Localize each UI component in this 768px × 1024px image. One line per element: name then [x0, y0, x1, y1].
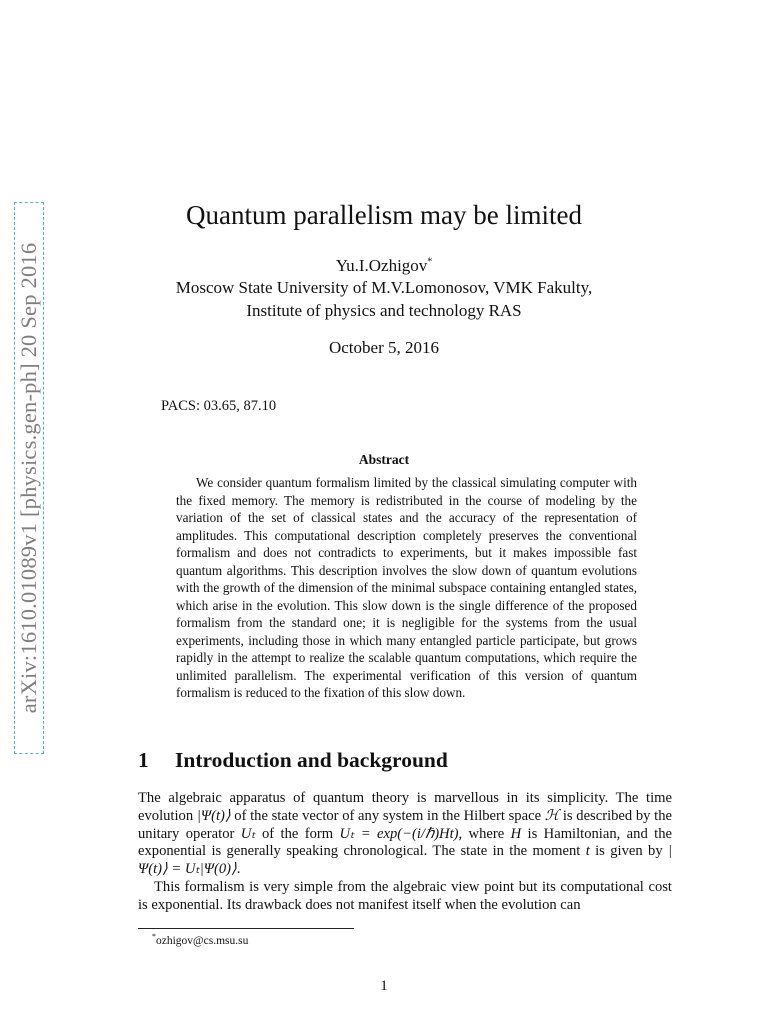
affiliation-line-2: Institute of physics and technology RAS	[246, 301, 522, 320]
author-footnote-mark: *	[427, 256, 433, 268]
para1-text-6: is Hamiltonian, and the exponential is generally speaking chronological. The state in the moment	[138, 825, 672, 860]
evolution-formula: Uₜ = exp(−(i/ℏ)Ht)	[339, 825, 459, 842]
state-equation: |Ψ(t)⟩ = Uₜ|Ψ(0)⟩	[138, 843, 672, 878]
para1-text-1: The algebraic apparatus of quantum theory is marvellous in its simplicity. The time evolution	[138, 790, 672, 824]
pacs-codes: PACS: 03.65, 87.10	[161, 398, 277, 414]
affiliation-line-1: Moscow State University of M.V.Lomonosov, VMK Fakulty,	[175, 278, 593, 297]
para1-text-2: of the state vector of any system in the Hilbert space	[230, 807, 545, 824]
paragraph-1	[138, 790, 672, 879]
abstract-heading: Abstract	[358, 452, 410, 467]
abstract-text: We consider quantum formalism limited by the classical simulating computer with the fixed memory. The memory is redistributed in the course of modeling by the variation of the set of classical states and the accuracy of the representation of amplitudes. This computational description completely preserves the conventional formalism and does not contradicts to experiments, but it makes impossible fast quantum algorithms. This description involves the slow down of quantum evolutions with the growth of the dimension of the minimal subspace containing entangled states, which arise in the evolution. This slow down is the single difference of the proposed formalism from the standard one; it is negligible for the systems from the usual experiments, including those in which many entangled particle participate, but grows rapidly in the attempt to realize the scalable quantum computations, which require the unlimited parallelism. The experimental verification of this version of quantum formalism is reduced to the fixation of this slow down.	[176, 475, 637, 700]
footnote	[152, 932, 248, 947]
paper-title: Quantum parallelism may be limited	[186, 200, 582, 230]
paper-date: October 5, 2016	[328, 338, 439, 357]
arxiv-stamp: arXiv:1610.01089v1 [physics.gen-ph] 20 Sep 2016	[16, 242, 41, 714]
para1-text-8: .	[236, 861, 241, 878]
author-line	[0, 256, 768, 276]
body-text	[138, 790, 672, 915]
hilbert-space-symbol: ℋ	[544, 807, 560, 824]
footnote-rule	[138, 928, 354, 929]
hamiltonian-symbol: H	[510, 825, 522, 842]
footnote-email: ozhigov@cs.msu.su	[156, 934, 249, 947]
section-heading	[138, 748, 448, 773]
section-number: 1	[138, 748, 149, 772]
para1-text-5: , where	[458, 825, 511, 842]
psi-t-symbol: |Ψ(t)⟩	[196, 807, 231, 824]
para1-text-4: of the form	[255, 825, 340, 842]
para1-text-7: is given by	[589, 843, 668, 860]
section-title: Introduction and background	[175, 748, 448, 772]
page-number: 1	[380, 978, 388, 994]
author-name: Yu.I.Ozhigov	[335, 256, 428, 275]
paragraph-2: This formalism is very simple from the algebraic view point but its computational cost is exponential. Its drawback does not manifest itself when the evolution can	[138, 878, 672, 913]
footnote-mark: *	[152, 932, 156, 941]
para1-text-3: is described by the unitary operator	[138, 807, 673, 842]
time-symbol: t	[585, 843, 590, 860]
ut-symbol: Uₜ	[240, 825, 256, 842]
